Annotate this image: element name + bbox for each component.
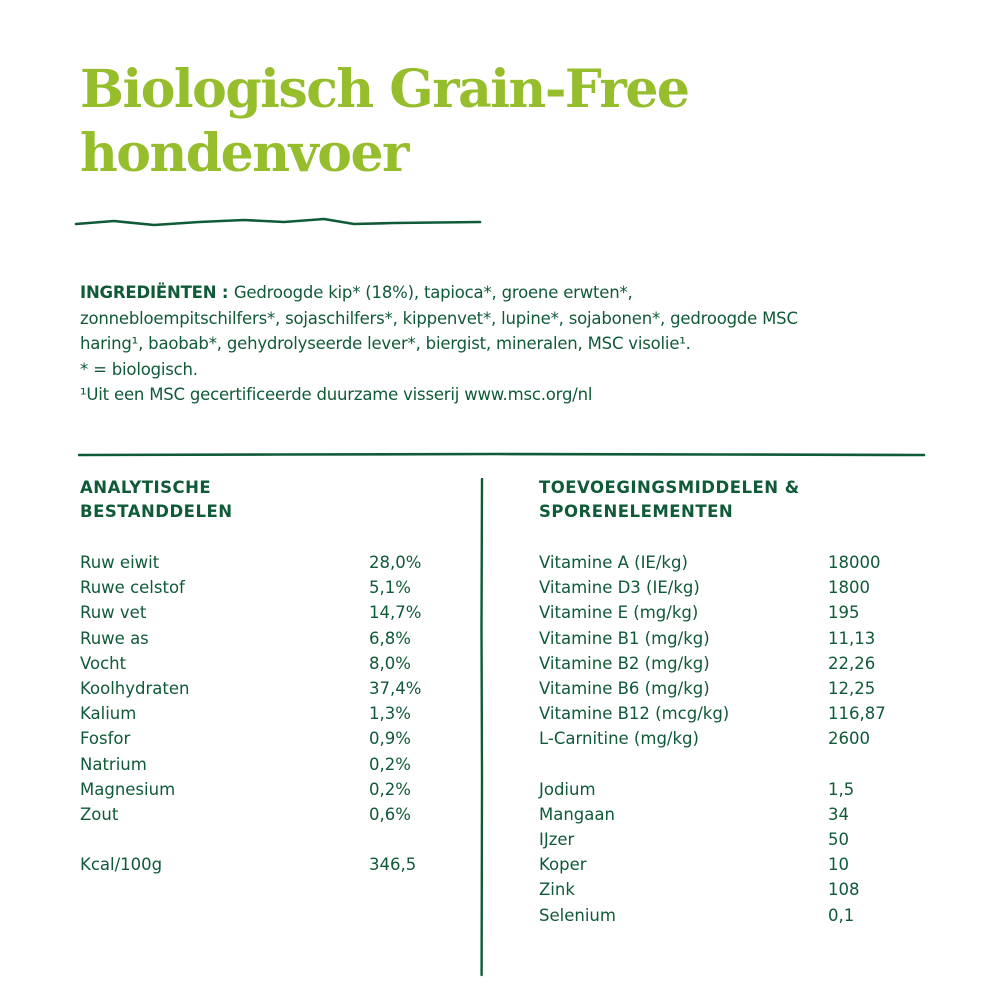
row-label: Ruwe celstof [80,578,185,598]
row-label: Vitamine B12 (mcg/kg) [539,704,730,724]
horizontal-divider [78,451,928,459]
table-row [539,852,886,877]
table-row [80,651,421,676]
row-label: Ruwe as [80,628,149,648]
title-line-2: hondenvoer [80,123,408,184]
row-value: 34 [828,804,849,824]
row-label: Vitamine B6 (mg/kg) [539,678,710,698]
table-row [80,701,421,726]
row-value: 346,5 [369,855,417,875]
analytical-heading-line-1: ANALYTISCHE [80,478,212,497]
row-label: Vitamine E (mg/kg) [539,603,699,623]
additives-table [539,550,886,928]
table-row [539,600,886,625]
row-value: 5,1% [369,578,411,598]
row-label: Kcal/100g [80,855,163,875]
row-label: IJzer [539,830,575,850]
row-value: 6,8% [369,628,411,648]
table-row [80,676,421,701]
row-label: Jodium [539,779,596,799]
additives-heading-line-2: SPORENELEMENTEN [539,502,734,521]
title-line-1: Biologisch Grain-Free [80,59,689,120]
row-label: Vitamine D3 (IE/kg) [539,578,700,598]
table-row [80,550,421,575]
row-value: 8,0% [369,653,411,673]
row-value: 50 [828,830,849,850]
table-row [539,726,886,751]
ingredients-label: INGREDIËNTEN [80,283,217,302]
ingredients-text-1: Gedroogde kip* (18%), tapioca*, groene erwten*, [233,283,633,302]
row-label: Vitamine A (IE/kg) [539,553,688,572]
table-row [539,827,886,852]
row-label: Koper [539,855,587,875]
row-label: Ruw vet [80,603,147,623]
table-row [539,626,886,651]
row-label: Kalium [80,704,137,724]
page-title [80,58,689,186]
table-row [80,752,421,777]
row-label: Ruw eiwit [80,553,160,572]
additives-heading [539,476,800,524]
row-label: Magnesium [80,779,176,799]
row-label: Vocht [80,653,127,673]
table-row [539,575,886,600]
ingredients-line-2: zonnebloempitschilfers*, sojaschilfers*, kippenvet*, lupine*, sojabonen*, gedroogde MSC [80,308,798,328]
wavy-underline-divider [74,214,484,230]
row-label: Fosfor [80,729,131,749]
analytical-table [80,550,421,877]
row-label: Selenium [539,905,616,925]
row-value: 1,3% [369,704,411,724]
table-row [539,777,886,802]
row-value: 14,7% [369,603,422,623]
row-label: Koolhydraten [80,678,190,698]
row-value: 18000 [828,553,881,572]
table-row [539,701,886,726]
row-value: 10 [828,855,849,875]
row-value: 22,26 [828,653,876,673]
row-value: 116,87 [828,704,886,724]
table-row [80,575,421,600]
ingredients-block [80,280,920,408]
table-row [80,777,421,802]
row-value: 11,13 [828,628,876,648]
table-row [80,626,421,651]
row-label: Mangaan [539,804,615,824]
ingredients-line-1 [80,280,920,306]
row-label: Zink [539,880,575,900]
table-row [539,877,886,902]
row-label: Vitamine B2 (mg/kg) [539,653,710,673]
row-label: Natrium [80,754,147,774]
row-value: 0,2% [369,779,411,799]
table-row [539,651,886,676]
table-row [539,676,886,701]
row-value: 1,5 [828,779,855,799]
additives-heading-line-1: TOEVOEGINGSMIDDELEN & [539,478,800,497]
vertical-divider [478,478,486,978]
row-value: 12,25 [828,678,876,698]
spacer [80,827,421,852]
analytical-heading-line-2: BESTANDDELEN [80,502,233,521]
table-row [80,726,421,751]
row-value: 2600 [828,729,870,749]
row-value: 195 [828,603,860,623]
row-value: 37,4% [369,678,422,698]
analytical-heading [80,476,233,524]
table-row [539,550,886,575]
row-value: 0,1 [828,905,855,925]
ingredients-separator: : [216,283,234,302]
table-row [80,600,421,625]
row-value: 1800 [828,578,870,598]
row-label: L-Carnitine (mg/kg) [539,729,699,749]
table-row [539,903,886,928]
row-label: Zout [80,804,119,824]
row-value: 28,0% [369,553,422,572]
ingredients-line-3: haring¹, baobab*, gehydrolyseerde lever*, biergist, mineralen, MSC visolie¹. [80,334,691,353]
energy-row [80,852,421,877]
row-value: 108 [828,880,860,900]
row-value: 0,2% [369,754,411,774]
row-label: Vitamine B1 (mg/kg) [539,628,710,648]
table-row [80,802,421,827]
spacer [539,752,886,777]
row-value: 0,6% [369,804,411,824]
organic-footnote: * = biologisch. [80,359,198,379]
table-row [539,802,886,827]
row-value: 0,9% [369,729,411,749]
msc-footnote: ¹Uit een MSC gecertificeerde duurzame visserij www.msc.org/nl [80,385,593,404]
